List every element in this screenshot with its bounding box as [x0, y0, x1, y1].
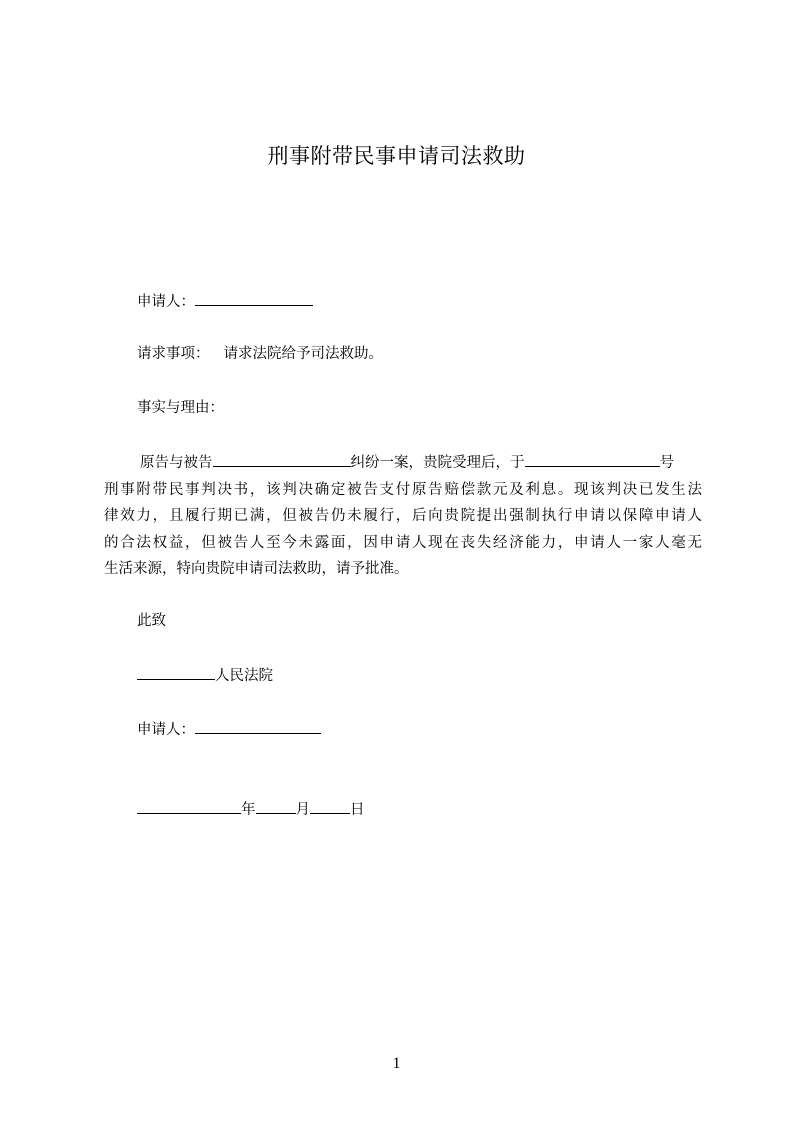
closing-text: 此致 — [137, 613, 166, 629]
applicant-line — [137, 291, 313, 312]
year-label: 年 — [241, 802, 256, 818]
paragraph-line-1 — [104, 450, 702, 477]
year-blank — [137, 799, 241, 814]
paragraph-line-3: 律效力，且履行期已满，但被告仍未履行，后向贵院提出强制执行申请以保障申请人 — [104, 508, 702, 524]
month-label: 月 — [295, 802, 310, 818]
facts-label: 事实与理由： — [137, 400, 224, 416]
day-blank — [310, 799, 350, 814]
case-text: 纠纷一案，贵院受理后，于 — [350, 455, 525, 471]
court-line — [137, 665, 273, 686]
signature-label: 申请人： — [137, 722, 195, 738]
paragraph-line-5: 生活来源，特向贵院申请司法救助，请予批准。 — [104, 561, 409, 577]
request-label: 请求事项： — [137, 346, 210, 362]
facts-paragraph — [104, 450, 702, 583]
signature-blank — [195, 719, 321, 734]
signature-line — [137, 719, 321, 740]
number-suffix: 号 — [659, 455, 674, 471]
day-label: 日 — [350, 802, 365, 818]
applicant-blank — [195, 291, 313, 306]
applicant-label: 申请人： — [137, 294, 195, 310]
request-line — [137, 344, 383, 364]
request-text: 请求法院给予司法救助。 — [223, 346, 383, 362]
defendant-blank — [213, 452, 351, 467]
month-blank — [256, 799, 296, 814]
paragraph-line-4: 的合法权益，但被告人至今未露面，因申请人现在丧失经济能力，申请人一家人毫无 — [104, 534, 702, 551]
judgment-number-blank — [525, 452, 660, 467]
court-suffix: 人民法院 — [215, 668, 273, 684]
document-title: 刑事附带民事申请司法救助 — [267, 144, 526, 168]
court-blank — [137, 665, 215, 680]
date-line — [137, 799, 365, 820]
page-number: 1 — [392, 1055, 401, 1072]
paragraph-line-2: 刑事附带民事判决书，该判决确定被告支付原告赔偿款元及利息。现该判决已发生法 — [104, 481, 702, 498]
plaintiff-defendant-text: 原告与被告 — [140, 455, 213, 471]
